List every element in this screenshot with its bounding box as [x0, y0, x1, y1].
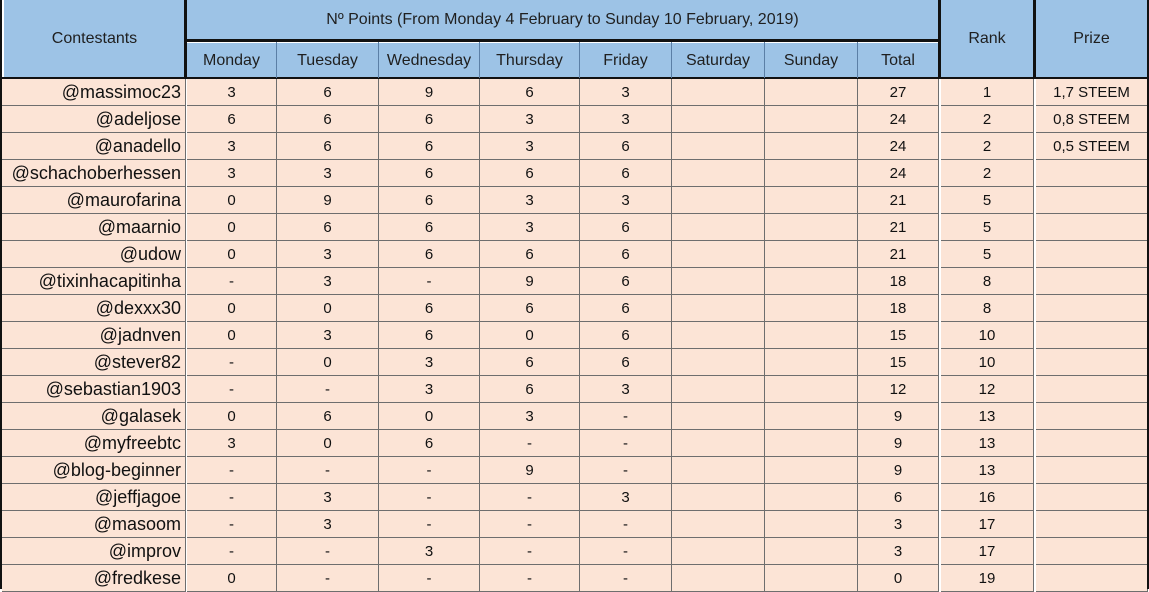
- contestant-name: @schachoberhessen: [2, 160, 186, 187]
- cell-total: 9: [858, 457, 939, 484]
- cell-rank: 5: [941, 214, 1034, 241]
- cell-thu: -: [480, 430, 580, 457]
- contestant-name: @adeljose: [2, 106, 186, 133]
- cell-wed: -: [379, 484, 480, 511]
- header-day-thu: Thursday: [480, 43, 579, 78]
- cell-mon: 3: [187, 430, 277, 457]
- cell-thu: 6: [480, 79, 580, 106]
- cell-mon: 0: [187, 241, 277, 268]
- cell-sat: [672, 484, 765, 511]
- cell-prize: [1036, 511, 1148, 538]
- cell-prize: [1036, 376, 1148, 403]
- cell-rank: 5: [941, 241, 1034, 268]
- cell-sat: [672, 322, 765, 349]
- cell-sun: [765, 376, 858, 403]
- cell-mon: -: [187, 538, 277, 565]
- cell-mon: 3: [187, 133, 277, 160]
- cell-sat: [672, 106, 765, 133]
- cell-fri: 3: [580, 106, 672, 133]
- cell-thu: 6: [480, 349, 580, 376]
- cell-sun: [765, 187, 858, 214]
- cell-total: 9: [858, 430, 939, 457]
- cell-thu: 3: [480, 214, 580, 241]
- cell-fri: 6: [580, 268, 672, 295]
- day-header-divider: [764, 42, 765, 78]
- cell-prize: [1036, 484, 1148, 511]
- cell-fri: 6: [580, 133, 672, 160]
- cell-thu: -: [480, 565, 580, 592]
- contestant-name: @blog-beginner: [2, 457, 186, 484]
- cell-mon: -: [187, 376, 277, 403]
- cell-tue: 9: [277, 187, 379, 214]
- cell-thu: 9: [480, 268, 580, 295]
- cell-wed: 6: [379, 160, 480, 187]
- contestant-name: @myfreebtc: [2, 430, 186, 457]
- cell-mon: 3: [187, 79, 277, 106]
- cell-fri: 3: [580, 187, 672, 214]
- day-header-divider: [479, 42, 480, 78]
- cell-prize: [1036, 295, 1148, 322]
- cell-sun: [765, 268, 858, 295]
- cell-rank: 13: [941, 403, 1034, 430]
- cell-prize: [1036, 349, 1148, 376]
- cell-prize: [1036, 538, 1148, 565]
- cell-sun: [765, 322, 858, 349]
- cell-sun: [765, 295, 858, 322]
- cell-thu: -: [480, 511, 580, 538]
- cell-sat: [672, 538, 765, 565]
- contestant-name: @maurofarina: [2, 187, 186, 214]
- cell-wed: 6: [379, 106, 480, 133]
- cell-tue: 3: [277, 241, 379, 268]
- cell-fri: -: [580, 457, 672, 484]
- day-header-divider: [857, 42, 858, 78]
- cell-sat: [672, 79, 765, 106]
- header-day-fri: Friday: [580, 43, 671, 78]
- header-day-wed: Wednesday: [379, 43, 479, 78]
- cell-total: 15: [858, 349, 939, 376]
- cell-sat: [672, 133, 765, 160]
- cell-wed: -: [379, 511, 480, 538]
- cell-sat: [672, 268, 765, 295]
- cell-wed: 3: [379, 349, 480, 376]
- cell-tue: -: [277, 376, 379, 403]
- cell-fri: -: [580, 538, 672, 565]
- cell-sat: [672, 565, 765, 592]
- header-day-mon: Monday: [187, 43, 276, 78]
- cell-sat: [672, 430, 765, 457]
- cell-rank: 16: [941, 484, 1034, 511]
- cell-thu: 3: [480, 106, 580, 133]
- cell-tue: 3: [277, 484, 379, 511]
- cell-fri: 6: [580, 322, 672, 349]
- cell-rank: 2: [941, 133, 1034, 160]
- contestant-name: @improv: [2, 538, 186, 565]
- cell-rank: 12: [941, 376, 1034, 403]
- cell-rank: 1: [941, 79, 1034, 106]
- contestant-name: @anadello: [2, 133, 186, 160]
- cell-mon: 0: [187, 295, 277, 322]
- cell-sun: [765, 484, 858, 511]
- cell-sat: [672, 349, 765, 376]
- cell-rank: 10: [941, 349, 1034, 376]
- contestant-name: @sebastian1903: [2, 376, 186, 403]
- cell-prize: [1036, 268, 1148, 295]
- cell-sun: [765, 565, 858, 592]
- cell-fri: 3: [580, 376, 672, 403]
- cell-fri: 3: [580, 484, 672, 511]
- cell-thu: 3: [480, 403, 580, 430]
- cell-mon: -: [187, 349, 277, 376]
- cell-wed: 3: [379, 376, 480, 403]
- cell-total: 24: [858, 133, 939, 160]
- cell-prize: [1036, 322, 1148, 349]
- cell-rank: 19: [941, 565, 1034, 592]
- cell-total: 3: [858, 511, 939, 538]
- cell-thu: 6: [480, 376, 580, 403]
- cell-prize: [1036, 430, 1148, 457]
- cell-tue: 6: [277, 133, 379, 160]
- cell-total: 6: [858, 484, 939, 511]
- cell-wed: -: [379, 268, 480, 295]
- cell-sun: [765, 79, 858, 106]
- cell-tue: 3: [277, 322, 379, 349]
- cell-tue: 0: [277, 295, 379, 322]
- cell-sat: [672, 403, 765, 430]
- day-header-divider: [579, 42, 580, 78]
- cell-sun: [765, 430, 858, 457]
- cell-total: 18: [858, 295, 939, 322]
- cell-rank: 5: [941, 187, 1034, 214]
- cell-fri: -: [580, 511, 672, 538]
- cell-sat: [672, 376, 765, 403]
- cell-sat: [672, 214, 765, 241]
- contestant-name: @udow: [2, 241, 186, 268]
- cell-wed: 6: [379, 241, 480, 268]
- cell-rank: 13: [941, 457, 1034, 484]
- cell-fri: 6: [580, 160, 672, 187]
- cell-sun: [765, 106, 858, 133]
- cell-rank: 17: [941, 538, 1034, 565]
- cell-sun: [765, 511, 858, 538]
- cell-tue: 6: [277, 79, 379, 106]
- cell-wed: 6: [379, 295, 480, 322]
- cell-total: 0: [858, 565, 939, 592]
- cell-wed: 6: [379, 133, 480, 160]
- contestant-name: @jadnven: [2, 322, 186, 349]
- cell-wed: 0: [379, 403, 480, 430]
- cell-prize: [1036, 457, 1148, 484]
- cell-thu: -: [480, 484, 580, 511]
- left-border: [0, 0, 2, 589]
- contestant-name: @dexxx30: [2, 295, 186, 322]
- cell-sun: [765, 349, 858, 376]
- cell-fri: 6: [580, 295, 672, 322]
- cell-sat: [672, 160, 765, 187]
- cell-tue: 6: [277, 403, 379, 430]
- cell-sat: [672, 295, 765, 322]
- contestant-name: @galasek: [2, 403, 186, 430]
- cell-fri: 6: [580, 214, 672, 241]
- cell-mon: 0: [187, 403, 277, 430]
- header-divider: [1033, 0, 1036, 79]
- cell-rank: 13: [941, 430, 1034, 457]
- cell-sun: [765, 241, 858, 268]
- cell-rank: 2: [941, 106, 1034, 133]
- cell-fri: -: [580, 403, 672, 430]
- contestant-name: @jeffjagoe: [2, 484, 186, 511]
- cell-mon: -: [187, 268, 277, 295]
- cell-sat: [672, 457, 765, 484]
- cell-total: 21: [858, 241, 939, 268]
- cell-total: 27: [858, 79, 939, 106]
- cell-mon: 0: [187, 214, 277, 241]
- cell-wed: 6: [379, 214, 480, 241]
- cell-fri: -: [580, 565, 672, 592]
- cell-prize: [1036, 241, 1148, 268]
- contestant-name: @tixinhacapitinha: [2, 268, 186, 295]
- cell-mon: 0: [187, 187, 277, 214]
- cell-fri: 6: [580, 241, 672, 268]
- cell-fri: -: [580, 430, 672, 457]
- cell-tue: 6: [277, 106, 379, 133]
- cell-sun: [765, 133, 858, 160]
- cell-prize: 0,8 STEEM: [1036, 106, 1148, 133]
- cell-wed: 9: [379, 79, 480, 106]
- cell-wed: 6: [379, 322, 480, 349]
- day-header-divider: [276, 42, 277, 78]
- header-day-total: Total: [858, 43, 938, 78]
- cell-prize: [1036, 565, 1148, 592]
- cell-rank: 8: [941, 295, 1034, 322]
- cell-wed: 6: [379, 187, 480, 214]
- cell-mon: 6: [187, 106, 277, 133]
- cell-thu: 3: [480, 133, 580, 160]
- cell-tue: 0: [277, 349, 379, 376]
- contestant-name: @maarnio: [2, 214, 186, 241]
- cell-prize: [1036, 214, 1148, 241]
- cell-total: 15: [858, 322, 939, 349]
- cell-rank: 10: [941, 322, 1034, 349]
- cell-total: 21: [858, 187, 939, 214]
- cell-wed: 6: [379, 430, 480, 457]
- cell-thu: 9: [480, 457, 580, 484]
- contestant-name: @fredkese: [2, 565, 186, 592]
- cell-prize: [1036, 187, 1148, 214]
- header-contestants: Contestants: [4, 0, 185, 78]
- cell-total: 24: [858, 106, 939, 133]
- cell-prize: 1,7 STEEM: [1036, 79, 1148, 106]
- header-points-title: Nº Points (From Monday 4 February to Sunday 10 February, 2019): [187, 0, 938, 40]
- header-day-tue: Tuesday: [277, 43, 378, 78]
- cell-prize: [1036, 160, 1148, 187]
- cell-prize: 0,5 STEEM: [1036, 133, 1148, 160]
- cell-mon: 0: [187, 565, 277, 592]
- cell-sun: [765, 214, 858, 241]
- cell-total: 21: [858, 214, 939, 241]
- contestant-name: @masoom: [2, 511, 186, 538]
- cell-total: 12: [858, 376, 939, 403]
- cell-sat: [672, 241, 765, 268]
- header-prize: Prize: [1036, 0, 1147, 78]
- cell-sat: [672, 187, 765, 214]
- cell-tue: -: [277, 565, 379, 592]
- day-header-divider: [378, 42, 379, 78]
- cell-rank: 2: [941, 160, 1034, 187]
- contestant-name: @massimoc23: [2, 79, 186, 106]
- cell-rank: 8: [941, 268, 1034, 295]
- header-day-sun: Sunday: [765, 43, 857, 78]
- cell-total: 9: [858, 403, 939, 430]
- day-header-divider: [671, 42, 672, 78]
- cell-tue: -: [277, 538, 379, 565]
- cell-thu: 6: [480, 241, 580, 268]
- cell-tue: -: [277, 457, 379, 484]
- cell-wed: -: [379, 457, 480, 484]
- cell-mon: -: [187, 511, 277, 538]
- header-rank: Rank: [941, 0, 1033, 78]
- cell-thu: 6: [480, 160, 580, 187]
- cell-sun: [765, 403, 858, 430]
- cell-thu: 6: [480, 295, 580, 322]
- cell-rank: 17: [941, 511, 1034, 538]
- cell-sun: [765, 160, 858, 187]
- cell-mon: -: [187, 484, 277, 511]
- contestant-name: @stever82: [2, 349, 186, 376]
- cell-tue: 3: [277, 511, 379, 538]
- cell-tue: 0: [277, 430, 379, 457]
- cell-tue: 3: [277, 160, 379, 187]
- cell-wed: 3: [379, 538, 480, 565]
- cell-thu: -: [480, 538, 580, 565]
- cell-fri: 3: [580, 79, 672, 106]
- cell-total: 18: [858, 268, 939, 295]
- cell-thu: 3: [480, 187, 580, 214]
- cell-fri: 6: [580, 349, 672, 376]
- cell-mon: -: [187, 457, 277, 484]
- cell-sun: [765, 457, 858, 484]
- cell-total: 24: [858, 160, 939, 187]
- cell-tue: 3: [277, 268, 379, 295]
- cell-wed: -: [379, 565, 480, 592]
- cell-total: 3: [858, 538, 939, 565]
- cell-sun: [765, 538, 858, 565]
- header-bottom-border: [0, 77, 1149, 79]
- cell-sat: [672, 511, 765, 538]
- cell-prize: [1036, 403, 1148, 430]
- header-day-sat: Saturday: [672, 43, 764, 78]
- cell-mon: 0: [187, 322, 277, 349]
- header-divider: [184, 39, 941, 42]
- cell-thu: 0: [480, 322, 580, 349]
- cell-tue: 6: [277, 214, 379, 241]
- cell-mon: 3: [187, 160, 277, 187]
